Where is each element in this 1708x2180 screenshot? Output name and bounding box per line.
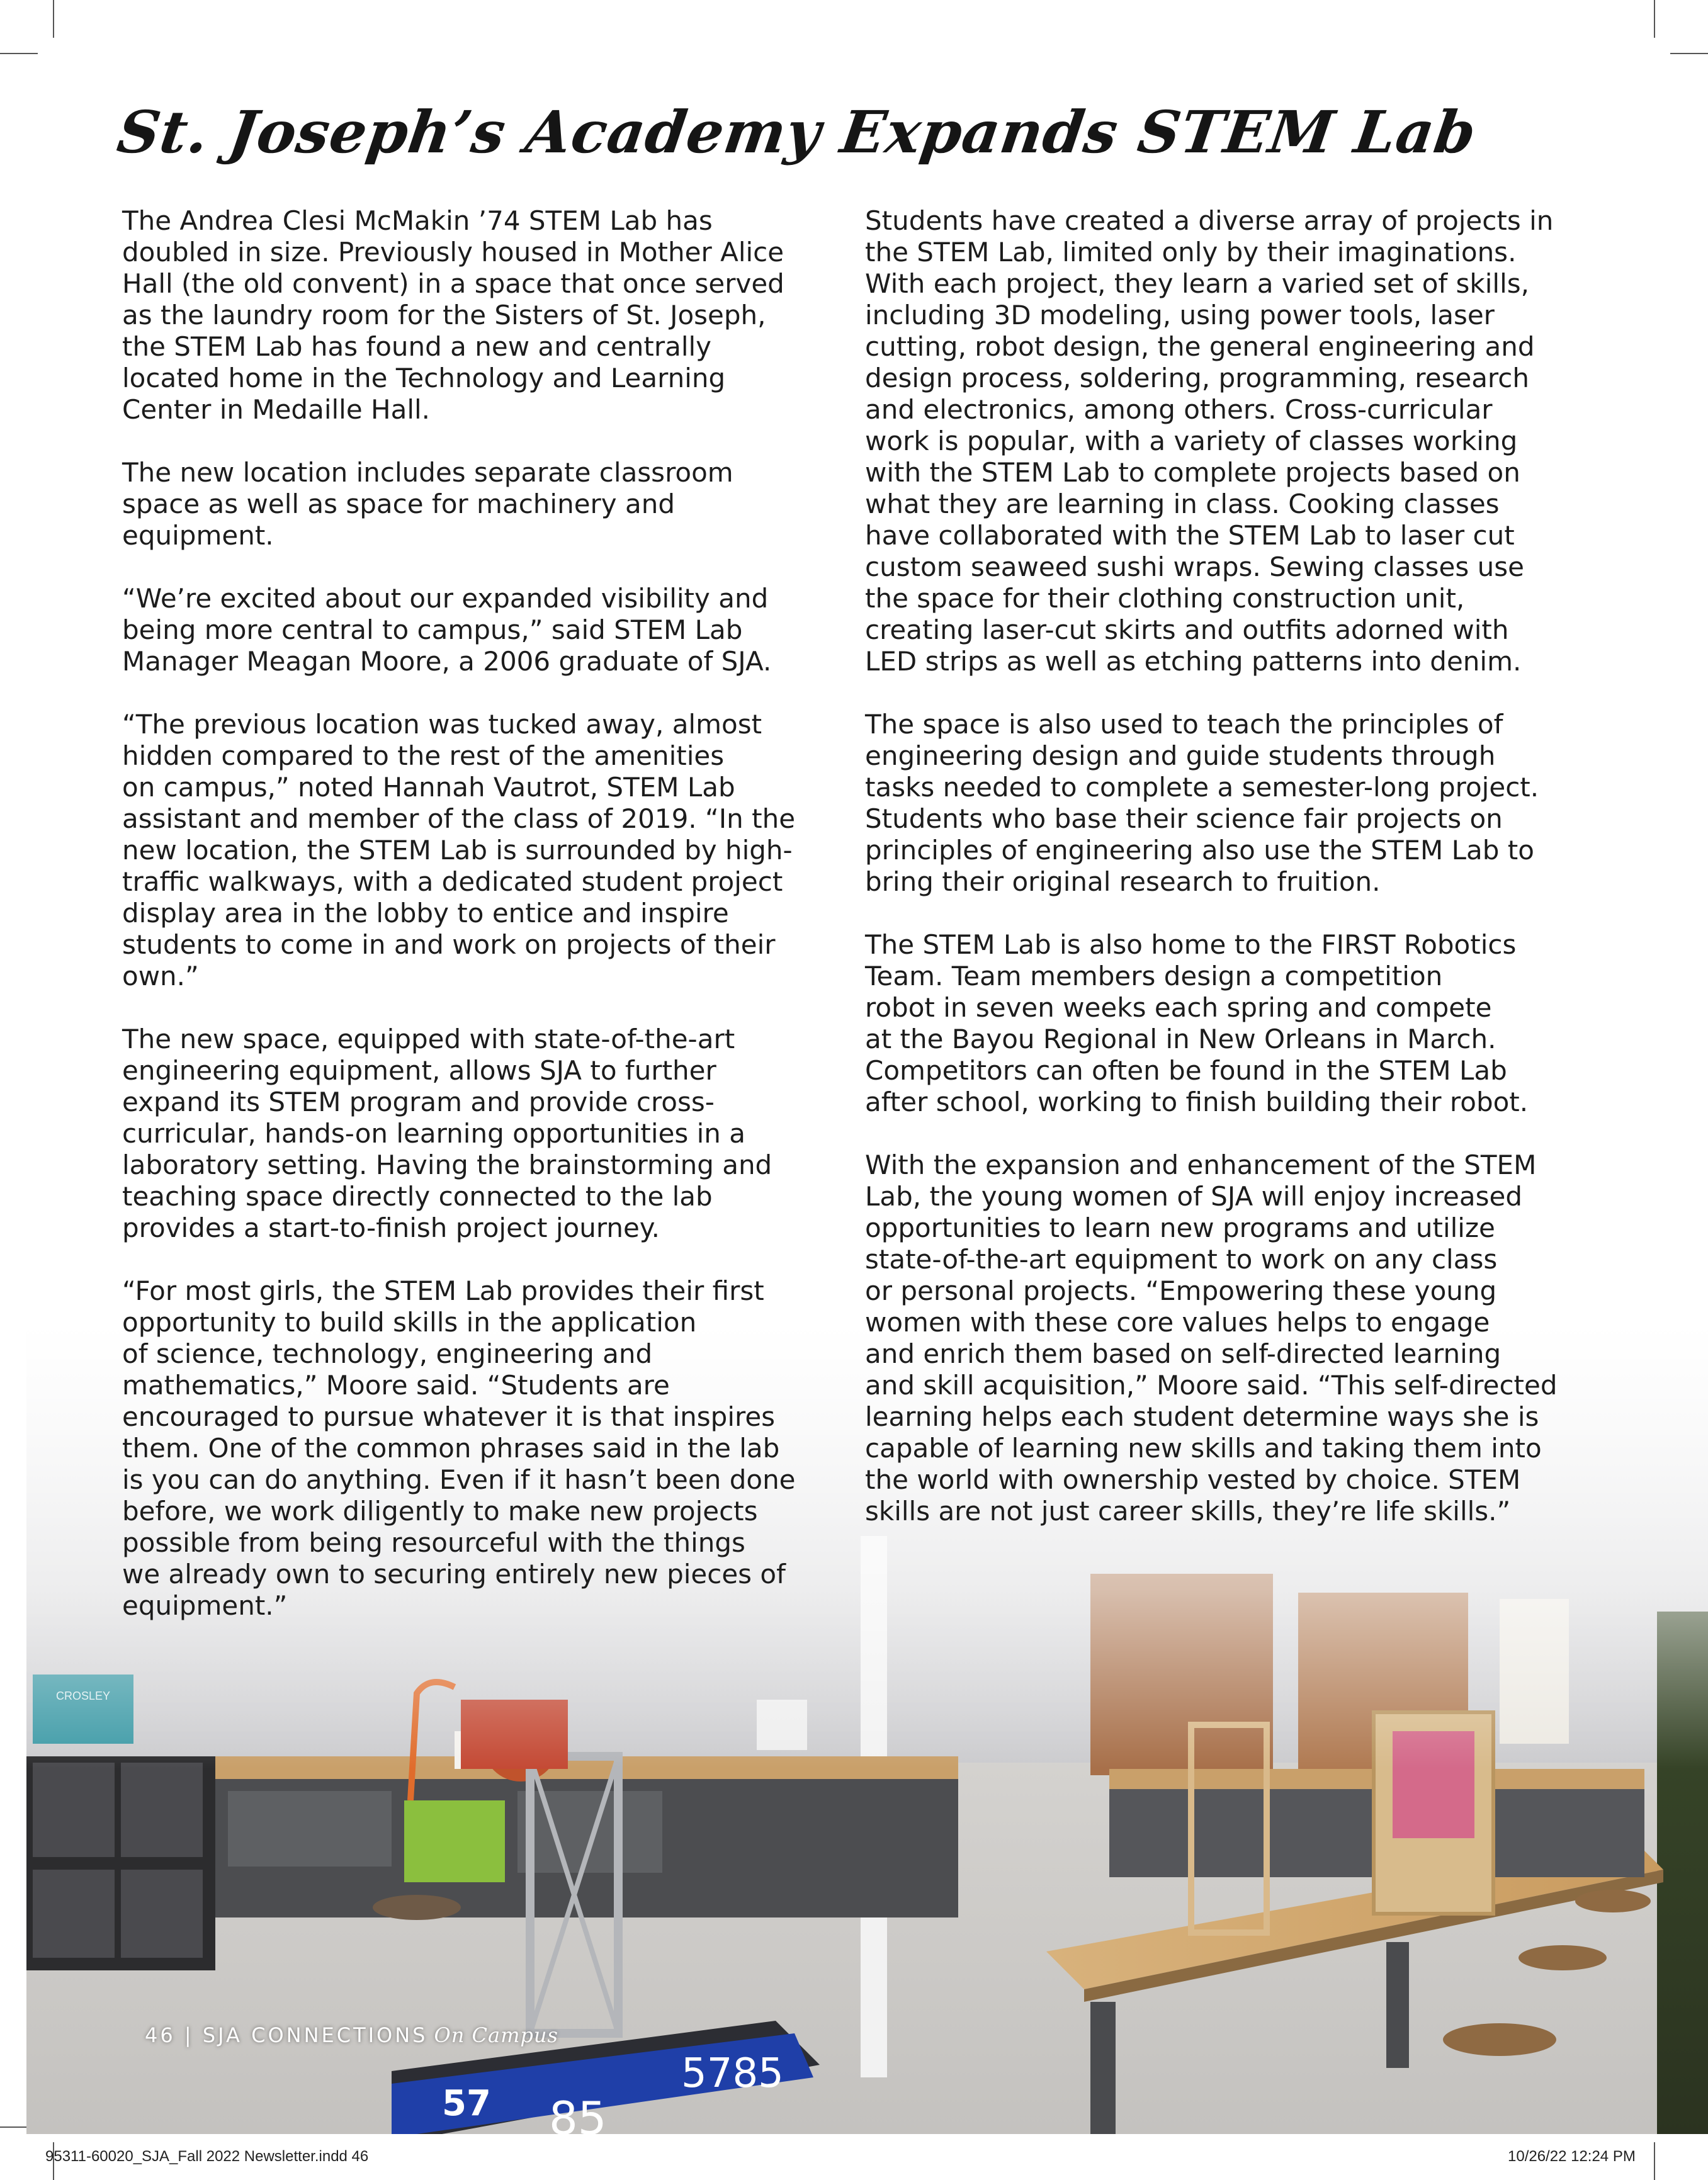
crop-mark-top-right-v (1654, 0, 1655, 38)
paragraph: The space is also used to teach the principles of engineering design and guide students through tasks needed to complete a semester-long project. Students who base their science fair projects on principles of engineering also use the STEM Lab to bring their original research to fruition. (865, 709, 1539, 897)
crop-mark-top-right-h (1670, 53, 1708, 54)
paragraph: “For most girls, the STEM Lab provides their first opportunity to build skills in the application of science, technology, engineering and mathematics,” Moore said. “Students are encouraged to pursue whatever it is that inspires them. One of the common phrases said in the lab is you can do anything. Even if it hasn’t been done before, we work diligently to make new projects possible from being resourceful with the things we already own to securing entirely new pieces of equipment.” (122, 1275, 796, 1621)
paragraph: The new location includes separate classroom space as well as space for machinery and equipment. (122, 457, 733, 551)
paragraph: “The previous location was tucked away, almost hidden compared to the rest of the amenities on campus,” noted Hannah Vautrot, STEM Lab assistant and member of the class of 2019. “In the new location, the STEM Lab is surrounded by high- traffic walkways, with a dedicated student project display area in the lobby to entice and inspire students to come in and work on projects of their own.” (122, 709, 796, 991)
paragraph: “We’re excited about our expanded visibility and being more central to campus,” said STEM Lab Manager Meagan Moore, a 2006 graduate of SJA. (122, 583, 772, 677)
crop-mark-top-left-v (53, 0, 54, 38)
slug-timestamp: 10/26/22 12:24 PM (1508, 2148, 1636, 2165)
paragraph: Students have created a diverse array of projects in the STEM Lab, limited only by their imaginations. With each project, they learn a varied set of skills, including 3D modeling, using power tools, laser cutting, robot design, the general engineering and design process, soldering, programming, research and electronics, among others. Cross-curricular work is popular, with a variety of classes working with the STEM Lab to complete projects based on what they are learning in class. Cooking classes have collaborated with the STEM Lab to laser cut custom seaweed sushi wraps. Sewing classes use the space for their clothing construction unit, creating laser-cut skirts and outfits adorned with LED strips as well as etching patterns into denim. (865, 205, 1554, 677)
paragraph: With the expansion and enhancement of the STEM Lab, the young women of SJA will enjoy increased opportunities to learn new programs and utilize state-of-the-art equipment to work on any class or personal projects. “Empowering these young women with these core values helps to engage and enrich them based on self-directed learning and skill acquisition,” Moore said. “This self-directed learning helps each student determine ways she is capable of learning new skills and taking them into the world with ownership vested by choice. STEM skills are not just career skills, they’re life skills.” (865, 1149, 1558, 1527)
article-title: St. Joseph’s Academy Expands STEM Lab (113, 98, 1481, 166)
page-folio (145, 2023, 558, 2048)
paragraph: The new space, equipped with state-of-the-art engineering equipment, allows SJA to further expand its STEM program and provide cross- curricular, hands-on learning opportunities in a laboratory setting. Having the brainstorming and teaching space directly connected to the lab provides a start-to-finish project journey. (122, 1024, 772, 1243)
folio-page-label: 46 | SJA CONNECTIONS (145, 2023, 428, 2047)
crop-mark-top-left-h (0, 53, 38, 54)
slug-file: 95311-60020_SJA_Fall 2022 Newsletter.indd 46 (45, 2148, 369, 2165)
right-column (865, 205, 1602, 1559)
folio-section: On Campus (434, 2023, 558, 2047)
crop-mark-bottom-right-v (1654, 2142, 1655, 2180)
left-column (122, 205, 859, 1653)
paragraph: The Andrea Clesi McMakin ’74 STEM Lab has doubled in size. Previously housed in Mother Alice Hall (the old convent) in a space that once served as the laundry room for the Sisters of St. Joseph, the STEM Lab has found a new and centrally located home in the Technology and Learning Center in Medaille Hall. (122, 205, 784, 425)
paragraph: The STEM Lab is also home to the FIRST Robotics Team. Team members design a competition robot in seven weeks each spring and compete at the Bayou Regional in New Orleans in March. Competitors can often be found in the STEM Lab after school, working to finish building their robot. (865, 929, 1529, 1117)
